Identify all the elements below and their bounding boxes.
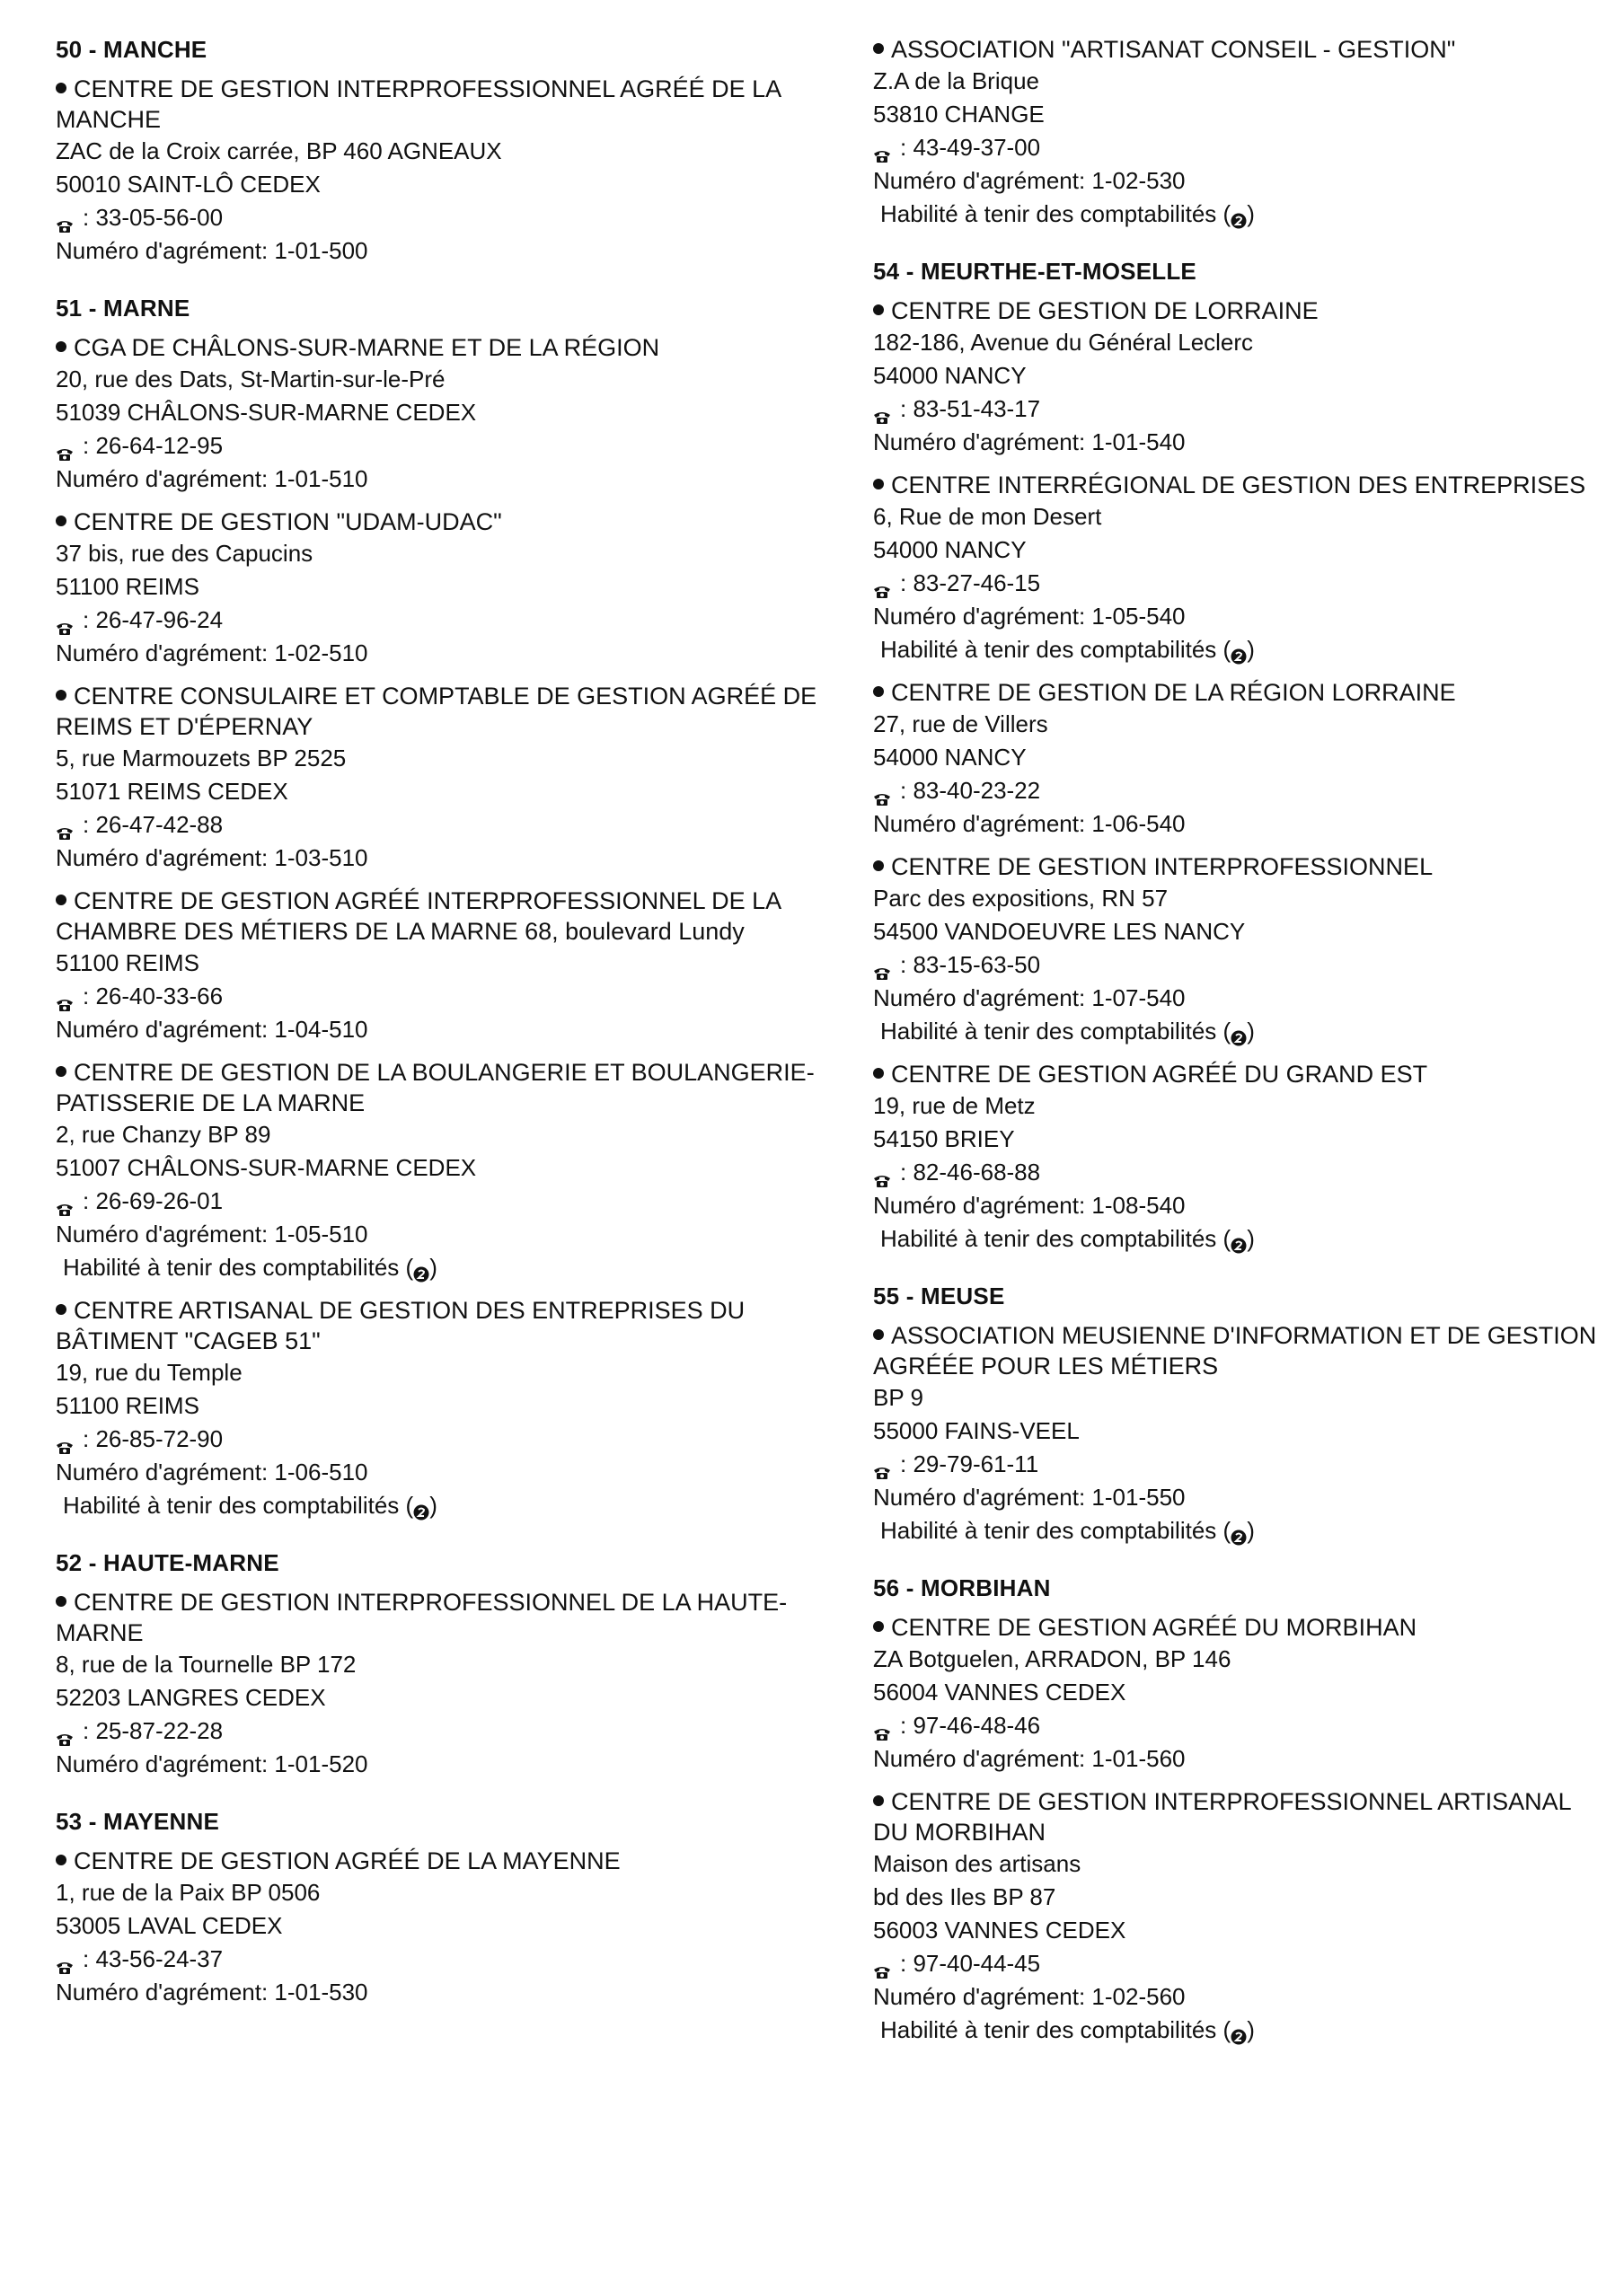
address-line: 27, rue de Villers (873, 710, 1048, 737)
agrement-number: Numéro d'agrément: 1-01-550 (873, 1484, 1186, 1511)
phone-icon (56, 1193, 74, 1207)
address-line: 51039 CHÂLONS-SUR-MARNE CEDEX (56, 399, 477, 426)
address-line: 54500 VANDOEUVRE LES NANCY (873, 918, 1246, 945)
phone-number: : 82-46-68-88 (900, 1159, 1041, 1186)
entry-name (56, 74, 846, 135)
habilite-text: Habilité à tenir des comptabilités ( (880, 200, 1231, 227)
closing-paren: ) (1247, 1018, 1255, 1045)
bullet-icon (873, 1621, 884, 1632)
habilite-note (880, 2014, 1610, 2047)
address-line: 54150 BRIEY (873, 1125, 1015, 1152)
entry-name (56, 886, 846, 947)
phone-line (56, 1715, 846, 1748)
phone-icon (56, 1951, 74, 1965)
entry-name-text: CENTRE DE GESTION AGRÉÉ DU GRAND EST (891, 1061, 1428, 1088)
department-section (873, 256, 1610, 1256)
department-section (56, 34, 846, 268)
directory-entry (56, 1057, 846, 1284)
agrement-number: Numéro d'agrément: 1-05-540 (873, 603, 1186, 630)
address-line: 51100 REIMS (56, 949, 199, 976)
entry-name (873, 1059, 1610, 1089)
agrement-number: Numéro d'agrément: 1-01-510 (56, 465, 368, 492)
phone-line (56, 808, 846, 842)
phone-icon (873, 139, 891, 154)
entry-name (56, 507, 846, 537)
address-line: 1, rue de la Paix BP 0506 (56, 1879, 321, 1906)
address-line: 2, rue Chanzy BP 89 (56, 1121, 271, 1148)
directory-entry (873, 1612, 1610, 1776)
entry-name-text: CENTRE DE GESTION DE LORRAINE (891, 297, 1319, 324)
address-line: 53810 CHANGE (873, 101, 1045, 128)
phone-line (56, 1423, 846, 1456)
habilite-text: Habilité à tenir des comptabilités ( (63, 1492, 414, 1519)
agrement-number: Numéro d'agrément: 1-02-530 (873, 167, 1186, 194)
address-line: Maison des artisans (873, 1850, 1081, 1877)
entry-name-text: CENTRE DE GESTION INTERPROFESSIONNEL DE LA HAUTE-MARNE (56, 1589, 788, 1646)
agrement-number: Numéro d'agrément: 1-01-520 (56, 1750, 368, 1777)
address-line: 51071 REIMS CEDEX (56, 778, 288, 805)
address-line: 51100 REIMS (56, 1392, 199, 1419)
entry-name (873, 1786, 1610, 1847)
entry-name-text: CENTRE DE GESTION AGRÉÉ DU MORBIHAN (891, 1614, 1417, 1641)
phone-line (56, 1185, 846, 1218)
directory-entry (56, 1295, 846, 1522)
habilite-note (63, 1251, 846, 1284)
department-title: 53 - MAYENNE (56, 1808, 220, 1835)
phone-number: : 43-56-24-37 (83, 1945, 224, 1972)
entry-name (873, 470, 1610, 500)
phone-line (873, 1448, 1610, 1481)
address-line: BP 9 (873, 1384, 923, 1411)
phone-number: : 83-40-23-22 (900, 777, 1041, 804)
phone-icon (56, 816, 74, 831)
address-line: 54000 NANCY (873, 536, 1027, 563)
closing-paren: ) (1247, 2016, 1255, 2043)
habilite-text: Habilité à tenir des comptabilités ( (63, 1254, 414, 1281)
address-line: 19, rue de Metz (873, 1092, 1036, 1119)
phone-icon (56, 209, 74, 224)
address-line: 6, Rue de mon Desert (873, 503, 1102, 530)
bullet-icon (56, 1855, 66, 1865)
address-line: 54000 NANCY (873, 744, 1027, 771)
directory-entry (873, 1059, 1610, 1256)
phone-line (56, 604, 846, 637)
phone-number: : 43-49-37-00 (900, 134, 1041, 161)
phone-line (873, 948, 1610, 982)
bullet-icon (873, 479, 884, 489)
phone-line (56, 980, 846, 1013)
agrement-number: Numéro d'agrément: 1-01-540 (873, 428, 1186, 455)
entry-name (56, 1587, 846, 1648)
address-line: 37 bis, rue des Capucins (56, 540, 313, 567)
phone-icon (873, 1456, 891, 1470)
bullet-icon (56, 1304, 66, 1315)
habilite-note (63, 1489, 846, 1522)
phone-line (873, 1709, 1610, 1742)
habilite-note (880, 1222, 1610, 1256)
entry-name-text: CENTRE DE GESTION AGRÉÉ INTERPROFESSIONNEL DE LA CHAMBRE DES MÉTIERS DE LA MARNE 68, boulevard Lundy (56, 887, 781, 945)
agrement-number: Numéro d'agrément: 1-06-540 (873, 810, 1186, 837)
habilite-text: Habilité à tenir des comptabilités ( (880, 1225, 1231, 1252)
phone-line (873, 1156, 1610, 1189)
entry-name (873, 34, 1610, 65)
entry-name (873, 851, 1610, 882)
entry-name-text: ASSOCIATION "ARTISANAT CONSEIL - GESTION" (891, 36, 1456, 63)
directory-entry (56, 1846, 846, 2009)
directory-entry (56, 886, 846, 1046)
directory-entry (873, 295, 1610, 459)
circled-number-icon (1231, 1521, 1247, 1538)
phone-number: : 33-05-56-00 (83, 204, 224, 231)
directory-entry (56, 332, 846, 496)
address-line: 55000 FAINS-VEEL (873, 1417, 1080, 1444)
phone-number: : 97-40-44-45 (900, 1950, 1041, 1977)
directory-entry (873, 677, 1610, 841)
bullet-icon (873, 686, 884, 697)
bullet-icon (56, 690, 66, 701)
address-line: ZAC de la Croix carrée, BP 460 AGNEAUX (56, 137, 502, 164)
phone-number: : 97-46-48-46 (900, 1712, 1041, 1739)
address-line: Z.A de la Brique (873, 67, 1039, 94)
entry-name-text: CENTRE INTERRÉGIONAL DE GESTION DES ENTREPRISES (891, 472, 1586, 498)
entry-name-text: CENTRE ARTISANAL DE GESTION DES ENTREPRISES DU BÂTIMENT "CAGEB 51" (56, 1297, 746, 1354)
bullet-icon (873, 860, 884, 871)
directory-entry (873, 1786, 1610, 2047)
phone-number: : 29-79-61-11 (900, 1450, 1039, 1477)
bullet-icon (56, 1596, 66, 1607)
closing-paren: ) (429, 1254, 437, 1281)
phone-icon (873, 1717, 891, 1732)
phone-number: : 26-47-42-88 (83, 811, 224, 838)
habilite-note (880, 1514, 1610, 1547)
circled-number-icon (1231, 1022, 1247, 1038)
left-column (56, 34, 846, 2034)
agrement-number: Numéro d'agrément: 1-01-530 (56, 1979, 368, 2006)
entry-name (56, 332, 846, 363)
closing-paren: ) (1247, 1225, 1255, 1252)
circled-number-icon (1231, 2021, 1247, 2037)
department-title: 50 - MANCHE (56, 36, 207, 63)
department-section (873, 1573, 1610, 2047)
phone-icon (56, 1431, 74, 1445)
directory-entry (56, 1587, 846, 1781)
phone-icon (873, 782, 891, 797)
closing-paren: ) (1247, 200, 1255, 227)
entry-name (56, 1295, 846, 1356)
address-line: 5, rue Marmouzets BP 2525 (56, 745, 347, 771)
address-line: 20, rue des Dats, St-Martin-sur-le-Pré (56, 366, 446, 392)
address-line: 51100 REIMS (56, 573, 199, 600)
agrement-number: Numéro d'agrément: 1-02-560 (873, 1983, 1186, 2010)
agrement-number: Numéro d'agrément: 1-01-560 (873, 1745, 1186, 1772)
phone-number: : 83-51-43-17 (900, 395, 1041, 422)
entry-name (873, 1320, 1610, 1381)
bullet-icon (56, 83, 66, 93)
department-title: 51 - MARNE (56, 295, 190, 322)
phone-icon (56, 437, 74, 452)
address-line: 56003 VANNES CEDEX (873, 1917, 1126, 1944)
agrement-number: Numéro d'agrément: 1-01-500 (56, 237, 368, 264)
department-title: 54 - MEURTHE-ET-MOSELLE (873, 258, 1196, 285)
directory-entry (56, 681, 846, 875)
entry-name-text: CENTRE DE GESTION AGRÉÉ DE LA MAYENNE (74, 1847, 621, 1874)
bullet-icon (56, 516, 66, 526)
agrement-number: Numéro d'agrément: 1-08-540 (873, 1192, 1186, 1219)
address-line: 8, rue de la Tournelle BP 172 (56, 1651, 357, 1678)
entry-name-text: CENTRE DE GESTION INTERPROFESSIONNEL ARTISANAL DU MORBIHAN (873, 1788, 1571, 1846)
closing-paren: ) (1247, 636, 1255, 663)
phone-icon (56, 612, 74, 626)
entry-name-text: CENTRE DE GESTION "UDAM-UDAC" (74, 508, 502, 535)
bullet-icon (873, 1329, 884, 1340)
agrement-number: Numéro d'agrément: 1-05-510 (56, 1221, 368, 1247)
entry-name (56, 1846, 846, 1876)
address-line: ZA Botguelen, ARRADON, BP 146 (873, 1645, 1231, 1672)
phone-number: : 26-47-96-24 (83, 606, 224, 633)
address-line: 50010 SAINT-LÔ CEDEX (56, 171, 321, 198)
phone-icon (873, 575, 891, 589)
department-title: 52 - HAUTE-MARNE (56, 1549, 279, 1576)
address-line: 19, rue du Temple (56, 1359, 243, 1386)
circled-number-icon (1231, 1230, 1247, 1246)
phone-line (56, 201, 846, 234)
entry-name (873, 295, 1610, 326)
phone-line (873, 567, 1610, 600)
bullet-icon (56, 1066, 66, 1077)
directory-entry (873, 34, 1610, 231)
address-line: 53005 LAVAL CEDEX (56, 1912, 283, 1939)
agrement-number: Numéro d'agrément: 1-03-510 (56, 844, 368, 871)
address-line: 54000 NANCY (873, 362, 1027, 389)
agrement-number: Numéro d'agrément: 1-07-540 (873, 984, 1186, 1011)
department-section (873, 1281, 1610, 1547)
phone-number: : 26-40-33-66 (83, 983, 224, 1009)
entry-name (873, 677, 1610, 708)
directory-entry (873, 470, 1610, 666)
address-line: Parc des expositions, RN 57 (873, 885, 1169, 912)
habilite-text: Habilité à tenir des comptabilités ( (880, 1517, 1231, 1544)
entry-name-text: CENTRE DE GESTION INTERPROFESSIONNEL (891, 853, 1434, 880)
directory-entry (56, 74, 846, 268)
bullet-icon (56, 341, 66, 352)
circled-number-icon (413, 1258, 429, 1274)
phone-icon (873, 1955, 891, 1970)
directory-entry (873, 851, 1610, 1048)
bullet-icon (873, 43, 884, 54)
entry-name (873, 1612, 1610, 1643)
phone-icon (873, 401, 891, 415)
address-line: 52203 LANGRES CEDEX (56, 1684, 326, 1711)
department-section (56, 1547, 846, 1781)
bullet-icon (873, 1795, 884, 1806)
phone-line (873, 392, 1610, 426)
closing-paren: ) (429, 1492, 437, 1519)
habilite-text: Habilité à tenir des comptabilités ( (880, 636, 1231, 663)
department-section (56, 1806, 846, 2009)
entry-name-text: CENTRE DE GESTION DE LA RÉGION LORRAINE (891, 679, 1456, 706)
agrement-number: Numéro d'agrément: 1-02-510 (56, 639, 368, 666)
circled-number-icon (1231, 640, 1247, 657)
closing-paren: ) (1247, 1517, 1255, 1544)
bullet-icon (873, 1068, 884, 1079)
agrement-number: Numéro d'agrément: 1-04-510 (56, 1016, 368, 1043)
entry-name-text: CENTRE CONSULAIRE ET COMPTABLE DE GESTION AGRÉÉ DE REIMS ET D'ÉPERNAY (56, 683, 817, 740)
agrement-number: Numéro d'agrément: 1-06-510 (56, 1459, 368, 1485)
directory-entry (873, 1320, 1610, 1547)
address-line: 182-186, Avenue du Général Leclerc (873, 329, 1254, 356)
habilite-text: Habilité à tenir des comptabilités ( (880, 1018, 1231, 1045)
phone-number: : 25-87-22-28 (83, 1717, 224, 1744)
phone-icon (873, 1164, 891, 1178)
habilite-note (880, 1015, 1610, 1048)
circled-number-icon (413, 1496, 429, 1512)
circled-number-icon (1231, 205, 1247, 221)
phone-number: : 26-85-72-90 (83, 1425, 224, 1452)
right-column (873, 34, 1610, 2072)
directory-entry (56, 507, 846, 670)
department-title: 56 - MORBIHAN (873, 1574, 1051, 1601)
address-line: 51007 CHÂLONS-SUR-MARNE CEDEX (56, 1154, 477, 1181)
habilite-text: Habilité à tenir des comptabilités ( (880, 2016, 1231, 2043)
entry-name-text: CGA DE CHÂLONS-SUR-MARNE ET DE LA RÉGION (74, 334, 660, 361)
bullet-icon (873, 304, 884, 315)
department-section (56, 293, 846, 1522)
address-line: bd des Iles BP 87 (873, 1883, 1056, 1910)
phone-number: : 83-27-46-15 (900, 569, 1041, 596)
phone-icon (873, 956, 891, 971)
phone-number: : 26-69-26-01 (83, 1187, 224, 1214)
department-section (873, 34, 1610, 231)
bullet-icon (56, 895, 66, 905)
habilite-note (880, 198, 1610, 231)
entry-name-text: ASSOCIATION MEUSIENNE D'INFORMATION ET DE GESTION AGRÉÉE POUR LES MÉTIERS (873, 1322, 1597, 1380)
department-title: 55 - MEUSE (873, 1283, 1005, 1309)
entry-name-text: CENTRE DE GESTION INTERPROFESSIONNEL AGRÉÉ DE LA MANCHE (56, 75, 781, 133)
phone-icon (56, 988, 74, 1002)
phone-line (873, 131, 1610, 164)
entry-name-text: CENTRE DE GESTION DE LA BOULANGERIE ET BOULANGERIE-PATISSERIE DE LA MARNE (56, 1059, 815, 1116)
phone-icon (56, 1723, 74, 1737)
phone-line (56, 1943, 846, 1976)
phone-line (56, 429, 846, 463)
phone-number: : 26-64-12-95 (83, 432, 224, 459)
phone-line (873, 1947, 1610, 1980)
habilite-note (880, 633, 1610, 666)
address-line: 56004 VANNES CEDEX (873, 1679, 1126, 1706)
phone-line (873, 774, 1610, 807)
entry-name (56, 1057, 846, 1118)
entry-name (56, 681, 846, 742)
phone-number: : 83-15-63-50 (900, 951, 1041, 978)
